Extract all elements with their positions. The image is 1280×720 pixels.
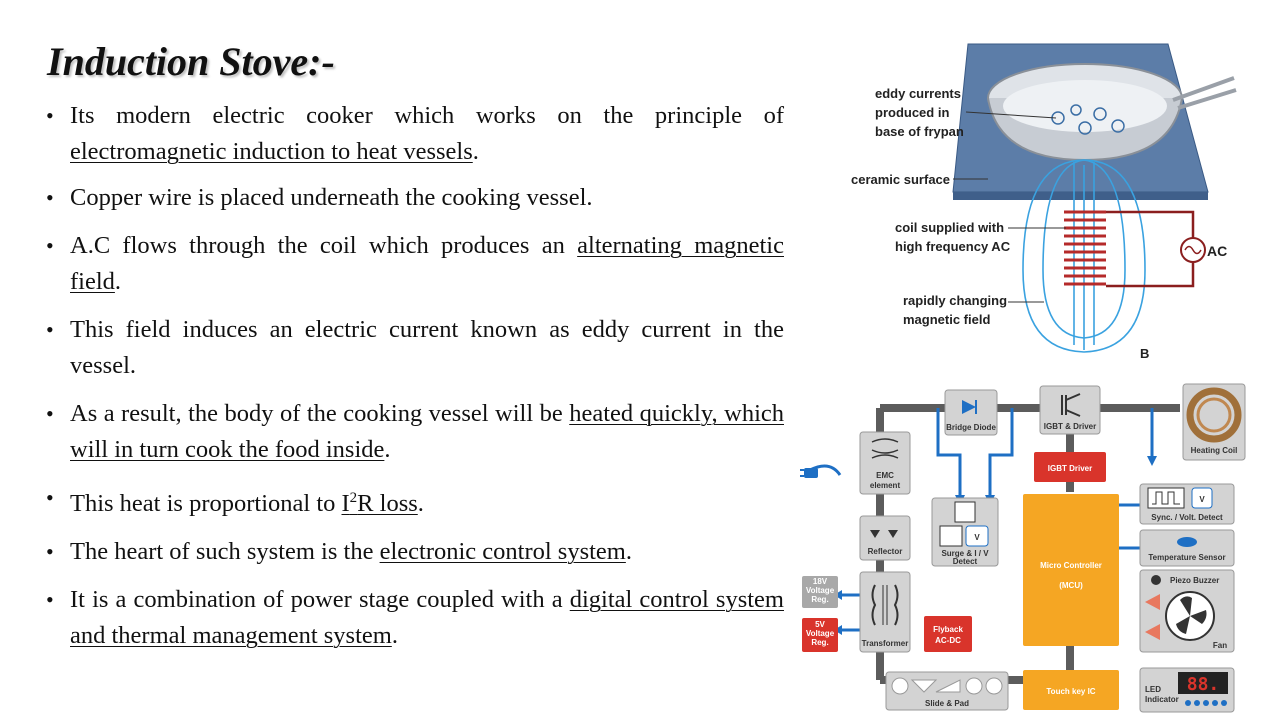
bridge-diode-block <box>945 390 997 435</box>
bullet-item: • Copper wire is placed underneath the cooking vessel. <box>46 180 784 216</box>
svg-text:Sync. / Volt. Detect: Sync. / Volt. Detect <box>1151 513 1223 522</box>
ceramic-label: ceramic surface <box>851 172 951 187</box>
svg-text:AC-DC: AC-DC <box>935 636 961 645</box>
ac-circuit-wire <box>1106 212 1193 286</box>
field-label-2: magnetic field <box>903 312 991 327</box>
svg-text:Bridge Diode: Bridge Diode <box>946 423 996 432</box>
coil-label-2: high frequency AC <box>895 239 1011 254</box>
bullet-dot-icon: • <box>46 185 54 210</box>
igbt-driver-top-block <box>1040 386 1100 434</box>
svg-text:element: element <box>869 481 901 490</box>
eddy-label-1: eddy currents <box>875 86 961 101</box>
svg-text:Reg.: Reg. <box>811 638 829 647</box>
svg-text:18V: 18V <box>812 577 828 586</box>
heating-coil-block <box>1183 384 1245 460</box>
svg-text:Detect: Detect <box>952 557 978 566</box>
temperature-sensor-block <box>1140 530 1234 566</box>
led-digits: 88. <box>1186 674 1220 695</box>
field-label-1: rapidly changing <box>903 293 1008 308</box>
svg-text:Touch key IC: Touch key IC <box>1046 687 1096 696</box>
svg-text:Reg.: Reg. <box>811 595 829 604</box>
bullet-dot-icon: • <box>46 103 54 128</box>
svg-text:(MCU): (MCU) <box>1059 581 1083 590</box>
b-field-label: B <box>1140 346 1150 361</box>
heating-coil-winding <box>1064 212 1106 284</box>
bullet-dot-icon: • <box>46 539 54 565</box>
bullet-item: • As a result, the body of the cooking vessel will be heated quickly, which will in turn cook the food inside. <box>46 396 784 468</box>
eddy-label-2: produced in <box>875 105 950 120</box>
bullet-dot-icon: • <box>46 317 54 342</box>
transformer-block <box>860 572 910 652</box>
svg-text:IGBT & Driver: IGBT & Driver <box>1043 422 1097 431</box>
touch-key-block <box>1023 670 1119 710</box>
bullet-item: • The heart of such system is the electronic control system. <box>46 534 784 570</box>
svg-text:Indicator: Indicator <box>1145 695 1179 704</box>
svg-text:Flyback: Flyback <box>933 625 963 634</box>
bullet-dot-icon: • <box>46 233 54 258</box>
svg-text:Transformer: Transformer <box>861 639 909 648</box>
eddy-label-3: base of frypan <box>875 124 964 139</box>
v5-reg-block <box>802 618 838 652</box>
ac-label: AC <box>1207 243 1228 259</box>
reflector-block <box>860 516 910 560</box>
induction-diagram <box>848 40 1238 370</box>
bullet-dot-icon: • <box>46 485 54 510</box>
bullet-item: • A.C flows through the coil which produces an alternating magnetic field. <box>46 228 784 300</box>
coil-label-1: coil supplied with <box>895 220 1005 235</box>
svg-text:EMC: EMC <box>876 471 894 480</box>
control-block-diagram <box>800 380 1250 718</box>
svg-text:Heating Coil: Heating Coil <box>1190 446 1238 455</box>
svg-text:Fan: Fan <box>1212 641 1228 650</box>
mcu-block <box>1023 494 1119 646</box>
emc-element-block <box>860 432 910 494</box>
v18-reg-block <box>802 576 838 608</box>
bullet-item: • Its modern electric cooker which works on the principle of electromagnetic induction to heat vessels. <box>46 98 784 170</box>
slide-title: Induction Stove:- <box>47 39 335 84</box>
frypan-inner <box>1003 80 1167 132</box>
svg-text:V: V <box>974 533 980 542</box>
bullet-item: • It is a combination of power stage coupled with a digital control system and thermal management system. <box>46 582 784 654</box>
bullet-item: • This field induces an electric current known as eddy current in the vessel. <box>46 312 784 384</box>
slide-pad-block <box>886 672 1008 710</box>
bullet-dot-icon: • <box>46 587 54 613</box>
svg-text:IGBT Driver: IGBT Driver <box>1047 464 1093 473</box>
svg-text:V: V <box>1199 495 1205 504</box>
bullet-dot-icon: • <box>46 401 54 426</box>
svg-text:Micro Controller: Micro Controller <box>1040 561 1102 570</box>
svg-text:Voltage: Voltage <box>805 629 835 638</box>
svg-text:Reflector: Reflector <box>867 547 903 556</box>
svg-text:Slide & Pad: Slide & Pad <box>924 699 970 708</box>
svg-text:Temperature Sensor: Temperature Sensor <box>1148 553 1226 562</box>
led-indicator-block <box>1140 668 1234 712</box>
svg-text:5V: 5V <box>815 620 825 629</box>
surge-detect-block <box>932 498 998 566</box>
flyback-block <box>924 616 972 652</box>
sync-volt-detect-block <box>1140 484 1234 524</box>
bullet-item: • This heat is proportional to $I^2R$ loss. <box>46 480 784 522</box>
igbt-driver-block <box>1034 452 1106 482</box>
svg-text:Voltage: Voltage <box>805 586 835 595</box>
svg-text:Piezo Buzzer: Piezo Buzzer <box>1170 576 1220 585</box>
ceramic-plate-edge <box>953 192 1208 200</box>
bullet-list <box>46 98 784 666</box>
power-plug-icon <box>800 468 818 478</box>
piezo-fan-block <box>1140 570 1234 652</box>
svg-text:LED: LED <box>1145 685 1161 694</box>
svg-text:Surge & I / V: Surge & I / V <box>941 549 989 558</box>
